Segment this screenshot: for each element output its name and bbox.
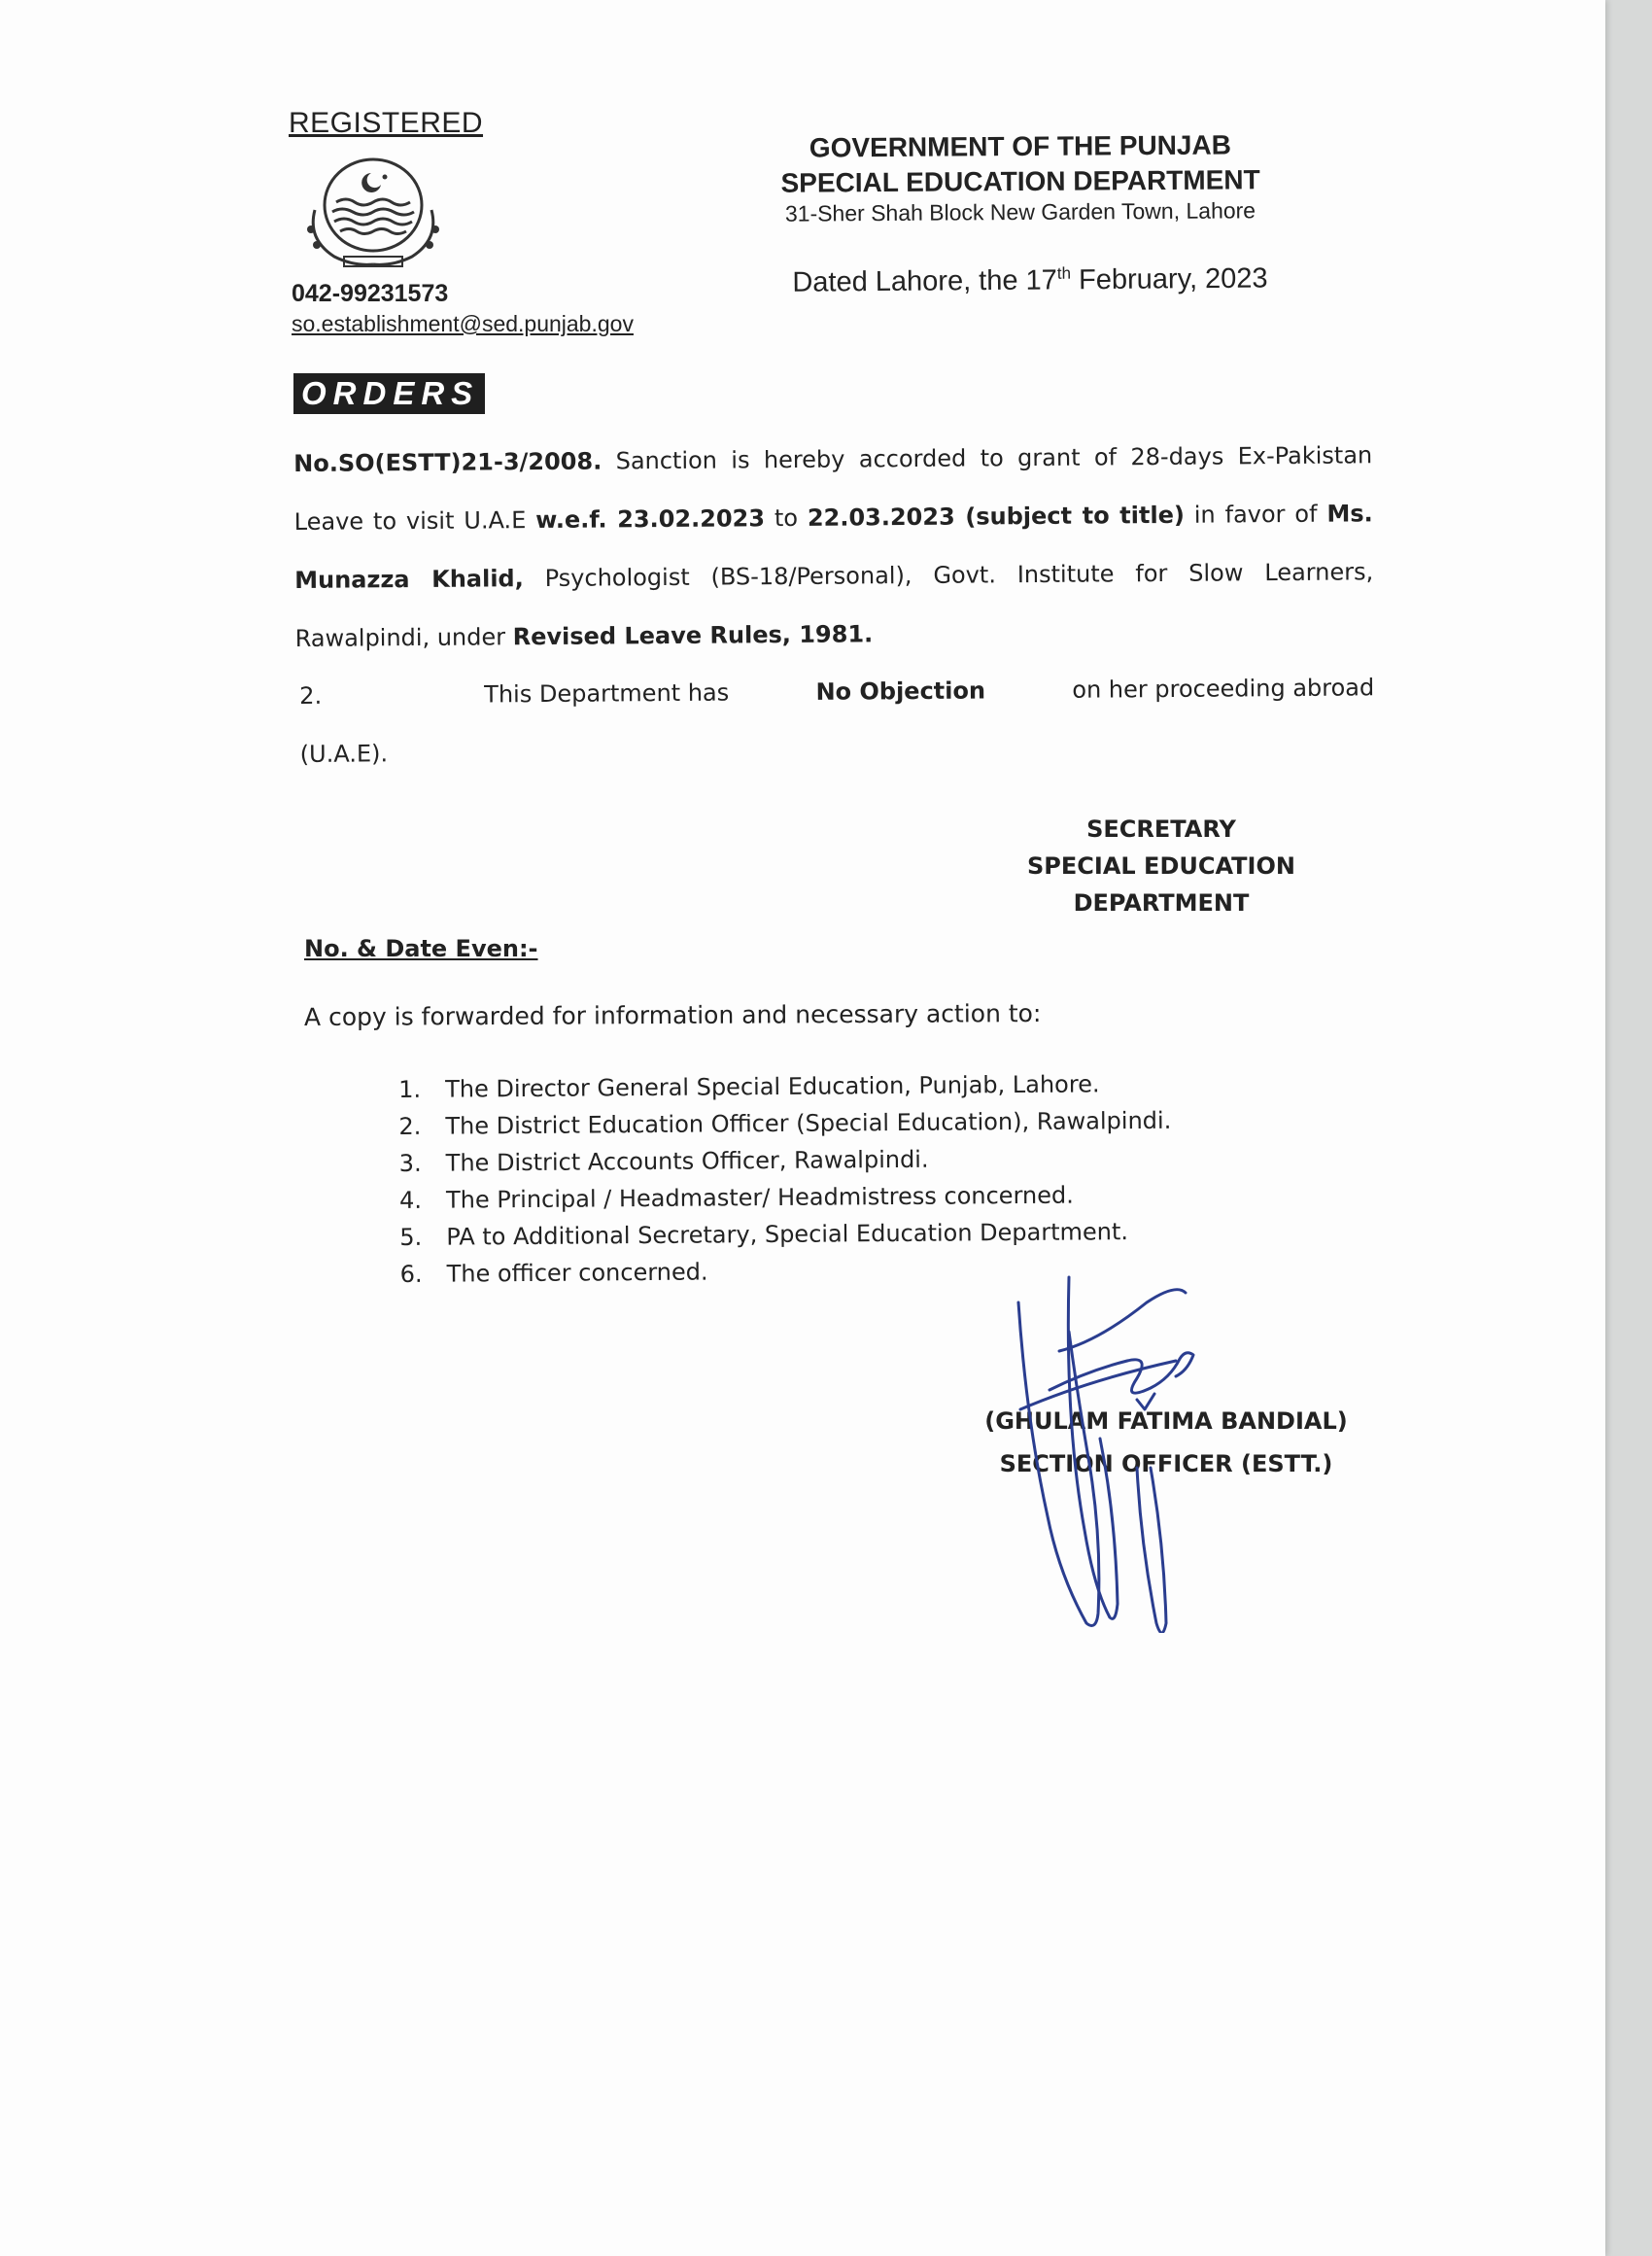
para2-text-b: on her proceeding abroad [1072, 674, 1375, 704]
employee-name: Ms. Munazza Khalid, [294, 500, 1373, 594]
order-paragraph-2 [299, 658, 1375, 783]
distribution-list [398, 1065, 1173, 1293]
list-number: 4. [398, 1186, 423, 1214]
list-item [399, 1176, 1172, 1219]
leave-rules: Revised Leave Rules, 1981. [512, 620, 874, 651]
list-text: The Principal / Headmaster/ Headmistress concerned. [445, 1181, 1074, 1214]
dated-superscript: th [1056, 263, 1072, 283]
officer-designation: SECTION OFFICER (ESTT.) [999, 1450, 1333, 1477]
order-text: in favor of [1184, 500, 1327, 529]
orders-heading: ORDERS [293, 373, 485, 414]
list-number: 5. [399, 1223, 423, 1251]
list-item [398, 1065, 1171, 1108]
dated-prefix: Dated Lahore, the 17 [792, 264, 1057, 298]
list-text: The District Education Officer (Special Education), Rawalpindi. [445, 1106, 1172, 1140]
copy-forwarded-text: A copy is forwarded for information and necessary action to: [303, 999, 1042, 1031]
para2-text [484, 658, 1374, 723]
email-address[interactable]: so.establishment@sed.punjab.gov [292, 311, 634, 336]
no-date-even: No. & Date Even:- [304, 935, 538, 962]
handwritten-signature-icon [991, 1264, 1244, 1633]
officer-name: (GHULAM FATIMA BANDIAL) [984, 1407, 1348, 1435]
government-title: GOVERNMENT OF THE PUNJAB [809, 129, 1231, 163]
list-number: 6. [399, 1260, 423, 1288]
list-text: PA to Additional Secretary, Special Education Department. [446, 1218, 1129, 1251]
order-text: Sanction is hereby accorded to grant of 28-days Ex-Pakistan Leave to visit U.A.E [293, 441, 1373, 536]
para2-line [299, 658, 1374, 725]
list-item [398, 1102, 1171, 1145]
list-number: 2. [398, 1112, 422, 1140]
order-start-date: w.e.f. 23.02.2023 [535, 504, 766, 535]
list-item [399, 1139, 1172, 1182]
list-number: 3. [398, 1149, 422, 1177]
signatory-line: SECRETARY [1086, 816, 1236, 843]
list-text: The District Accounts Officer, Rawalpindi. [445, 1145, 929, 1177]
order-paragraph-1 [293, 426, 1374, 668]
list-text: The officer concerned. [446, 1258, 708, 1288]
order-text: to [764, 503, 809, 533]
dated-line [758, 262, 1302, 300]
department-title: SPECIAL EDUCATION DEPARTMENT [780, 164, 1260, 198]
order-reference: No.SO(ESTT)21-3/2008. [293, 447, 602, 477]
letterhead [758, 127, 1283, 201]
registered-label: REGISTERED [289, 107, 484, 139]
no-objection: No Objection [815, 677, 986, 706]
para2-number: 2. [299, 681, 323, 710]
phone-number: 042-99231573 [292, 280, 449, 307]
list-item [399, 1213, 1172, 1256]
dated-suffix: February, 2023 [1070, 262, 1268, 296]
order-text: Psychologist (BS-18/Personal), Govt. Institute for Slow Learners, Rawalpindi, under [294, 558, 1374, 652]
department-address: 31-Sher Shah Block New Garden Town, Lahore [784, 197, 1256, 226]
list-text: The Director General Special Education, Punjab, Lahore. [445, 1070, 1100, 1103]
para2-text-a: This Department has [484, 678, 730, 709]
punjab-government-emblem-icon [295, 152, 451, 278]
secretary-signatory [1001, 811, 1322, 921]
order-end-date: 22.03.2023 (subject to title) [807, 501, 1186, 532]
signatory-line: SPECIAL EDUCATION [1027, 852, 1295, 880]
para2-continuation: (U.A.E). [299, 740, 389, 768]
list-number: 1. [398, 1075, 422, 1103]
signatory-line: DEPARTMENT [1073, 889, 1250, 917]
